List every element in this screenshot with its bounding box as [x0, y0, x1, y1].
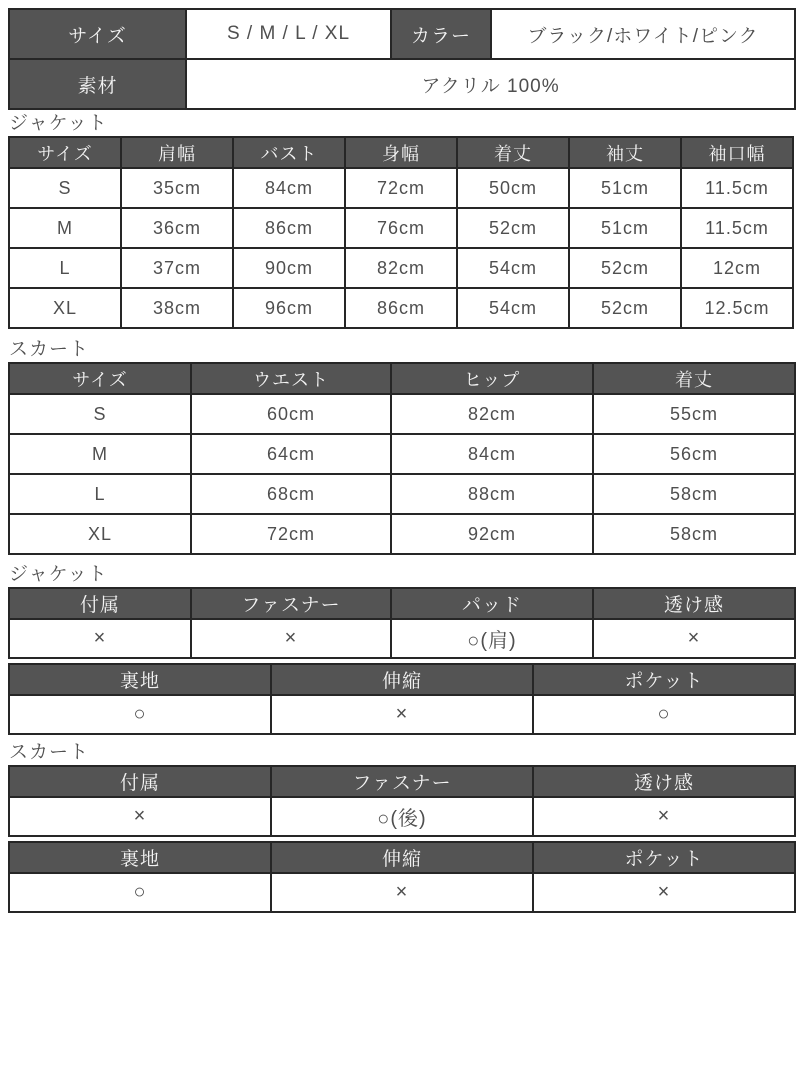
jacket-measurements-table: [8, 136, 794, 329]
feature-header: 伸縮: [271, 842, 533, 873]
table-header-row: [9, 588, 795, 619]
measurement-cell: 55cm: [593, 394, 795, 434]
measurement-cell: 64cm: [191, 434, 391, 474]
column-header: 袖丈: [569, 137, 681, 168]
table-row: [9, 9, 795, 59]
measurement-cell: 90cm: [233, 248, 345, 288]
size-cell: S: [9, 168, 121, 208]
measurement-cell: 52cm: [569, 248, 681, 288]
table-header-row: [9, 664, 795, 695]
feature-value: ×: [593, 619, 795, 658]
feature-header: 透け感: [533, 766, 795, 797]
color-header-cell: カラー: [391, 9, 491, 59]
feature-header: ファスナー: [271, 766, 533, 797]
size-cell: M: [9, 434, 191, 474]
measurement-cell: 58cm: [593, 474, 795, 514]
column-header: サイズ: [9, 363, 191, 394]
measurement-cell: 86cm: [233, 208, 345, 248]
column-header: 着丈: [593, 363, 795, 394]
table-row: [9, 434, 795, 474]
size-cell: M: [9, 208, 121, 248]
feature-header: パッド: [391, 588, 593, 619]
measurement-cell: 82cm: [391, 394, 593, 434]
section-title-skirt-measurements: スカート: [9, 339, 90, 360]
measurement-cell: 12cm: [681, 248, 793, 288]
section-title-jacket-details: ジャケット: [9, 564, 108, 585]
table-row: [9, 695, 795, 734]
feature-value: ×: [191, 619, 391, 658]
column-header: サイズ: [9, 137, 121, 168]
material-header-cell: 素材: [9, 59, 186, 109]
feature-value: ×: [271, 873, 533, 912]
skirt-details-table-1: [8, 765, 796, 837]
measurement-cell: 86cm: [345, 288, 457, 328]
feature-header: 付属: [9, 588, 191, 619]
feature-header: ポケット: [533, 842, 795, 873]
measurement-cell: 84cm: [233, 168, 345, 208]
size-header-cell: サイズ: [9, 9, 186, 59]
measurement-cell: 92cm: [391, 514, 593, 554]
table-row: [9, 873, 795, 912]
summary-table: [8, 8, 796, 110]
table-row: [9, 619, 795, 658]
measurement-cell: 51cm: [569, 208, 681, 248]
measurement-cell: 11.5cm: [681, 168, 793, 208]
measurement-cell: 54cm: [457, 248, 569, 288]
skirt-measurements-table: [8, 362, 796, 555]
feature-value: ×: [9, 619, 191, 658]
column-header: バスト: [233, 137, 345, 168]
feature-header: 裏地: [9, 842, 271, 873]
size-cell: S: [9, 394, 191, 434]
jacket-details-table-1: [8, 587, 796, 659]
measurement-cell: 56cm: [593, 434, 795, 474]
measurement-cell: 58cm: [593, 514, 795, 554]
section-title-skirt-details: スカート: [9, 742, 90, 763]
size-cell: XL: [9, 288, 121, 328]
measurement-cell: 52cm: [457, 208, 569, 248]
feature-header: 透け感: [593, 588, 795, 619]
measurement-cell: 51cm: [569, 168, 681, 208]
size-cell: L: [9, 474, 191, 514]
measurement-cell: 35cm: [121, 168, 233, 208]
table-header-row: [9, 363, 795, 394]
measurement-cell: 37cm: [121, 248, 233, 288]
measurement-cell: 96cm: [233, 288, 345, 328]
measurement-cell: 36cm: [121, 208, 233, 248]
feature-header: 伸縮: [271, 664, 533, 695]
table-row: [9, 59, 795, 109]
measurement-cell: 76cm: [345, 208, 457, 248]
measurement-cell: 72cm: [345, 168, 457, 208]
feature-value: ○: [533, 695, 795, 734]
column-header: 身幅: [345, 137, 457, 168]
measurement-cell: 88cm: [391, 474, 593, 514]
size-cell: L: [9, 248, 121, 288]
measurement-cell: 11.5cm: [681, 208, 793, 248]
size-value-cell: S / M / L / XL: [186, 9, 391, 59]
table-header-row: [9, 842, 795, 873]
section-title-jacket-measurements: ジャケット: [9, 113, 108, 134]
measurement-cell: 84cm: [391, 434, 593, 474]
column-header: ウエスト: [191, 363, 391, 394]
table-header-row: [9, 766, 795, 797]
feature-header: 裏地: [9, 664, 271, 695]
feature-value: ×: [533, 873, 795, 912]
feature-value: ×: [533, 797, 795, 836]
feature-header: 付属: [9, 766, 271, 797]
color-value-cell: ブラック/ホワイト/ピンク: [491, 9, 795, 59]
feature-value: ×: [9, 797, 271, 836]
feature-value: ○(後): [271, 797, 533, 836]
table-row: [9, 797, 795, 836]
feature-header: ファスナー: [191, 588, 391, 619]
feature-value: ○(肩): [391, 619, 593, 658]
feature-value: ○: [9, 695, 271, 734]
feature-value: ○: [9, 873, 271, 912]
table-row: [9, 288, 793, 328]
measurement-cell: 72cm: [191, 514, 391, 554]
feature-header: ポケット: [533, 664, 795, 695]
measurement-cell: 50cm: [457, 168, 569, 208]
table-row: [9, 394, 795, 434]
table-header-row: [9, 137, 793, 168]
measurement-cell: 68cm: [191, 474, 391, 514]
measurement-cell: 82cm: [345, 248, 457, 288]
feature-value: ×: [271, 695, 533, 734]
table-row: [9, 208, 793, 248]
measurement-cell: 52cm: [569, 288, 681, 328]
measurement-cell: 12.5cm: [681, 288, 793, 328]
table-row: [9, 248, 793, 288]
column-header: 着丈: [457, 137, 569, 168]
material-value-cell: アクリル 100%: [186, 59, 795, 109]
column-header: 袖口幅: [681, 137, 793, 168]
table-row: [9, 474, 795, 514]
measurement-cell: 38cm: [121, 288, 233, 328]
size-cell: XL: [9, 514, 191, 554]
table-row: [9, 514, 795, 554]
skirt-details-table-2: [8, 841, 796, 913]
column-header: 肩幅: [121, 137, 233, 168]
jacket-details-table-2: [8, 663, 796, 735]
table-row: [9, 168, 793, 208]
column-header: ヒップ: [391, 363, 593, 394]
measurement-cell: 60cm: [191, 394, 391, 434]
measurement-cell: 54cm: [457, 288, 569, 328]
